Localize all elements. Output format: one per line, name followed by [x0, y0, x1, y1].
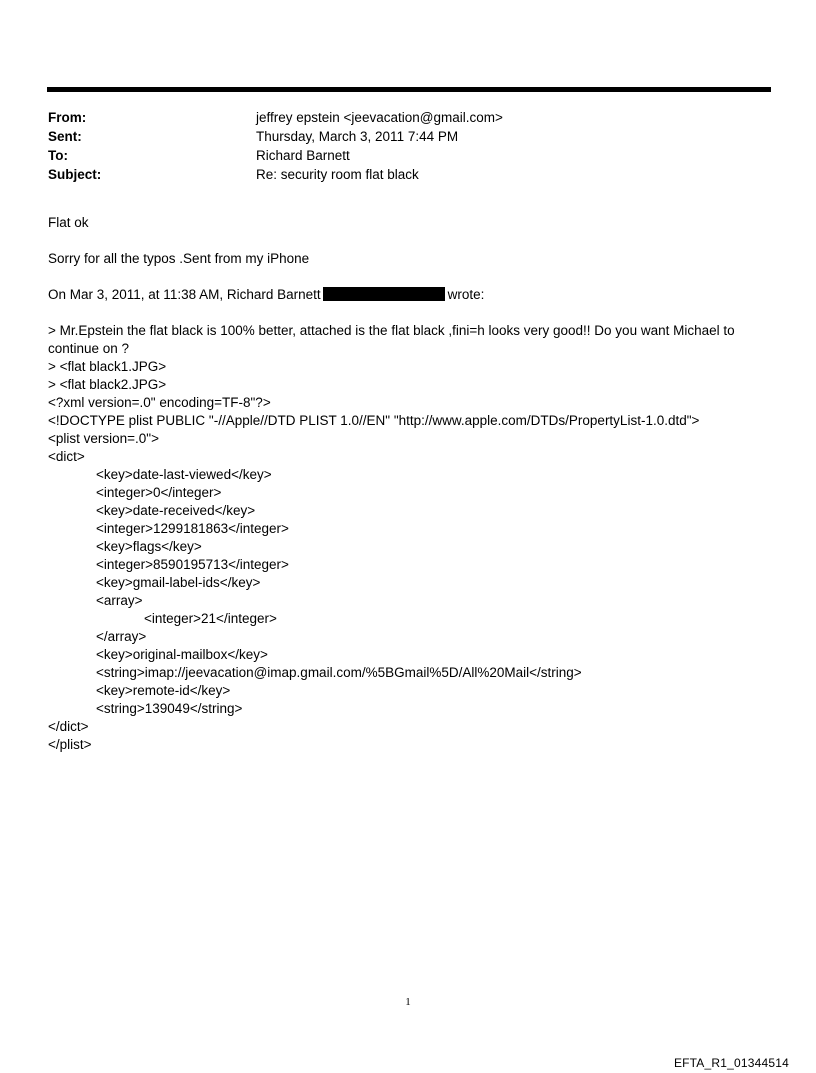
plist-line: <key>gmail-label-ids</key>: [96, 575, 261, 590]
plist-line: <?xml version=.0" encoding=TF-8"?>: [48, 395, 271, 410]
signature-text: Sorry for all the typos .Sent from my iPhone: [48, 251, 310, 266]
plist-line: <plist version=.0">: [48, 431, 159, 446]
document-id: EFTA_R1_01344514: [673, 1056, 789, 1070]
plist-line: <string>139049</string>: [96, 701, 243, 716]
quote-intro-wrote: wrote:: [447, 287, 485, 302]
quote-intro: [48, 286, 763, 304]
to-value: Richard Barnett: [256, 148, 350, 163]
plist-line: <integer>0</integer>: [96, 485, 222, 500]
plist-line: <string>imap://jeevacation@imap.gmail.com/%5BGmail%5D/All%20Mail</string>: [96, 665, 582, 680]
attachment-line: > <flat black1.JPG>: [48, 359, 167, 374]
quote-intro-text: On Mar 3, 2011, at 11:38 AM, Richard Barnett: [48, 287, 321, 302]
from-row: [48, 108, 768, 127]
plist-line: <array>: [96, 593, 143, 608]
subject-row: [48, 165, 768, 184]
sent-label: Sent:: [48, 129, 82, 144]
header-rule: [47, 87, 771, 92]
plist-line: <!DOCTYPE plist PUBLIC "-//Apple//DTD PLIST 1.0//EN" "http://www.apple.com/DTDs/PropertyList-1.0.dtd">: [48, 413, 700, 428]
plist-line: <key>original-mailbox</key>: [96, 647, 268, 662]
redaction-box: [323, 287, 445, 301]
plist-line: <key>remote-id</key>: [96, 683, 231, 698]
page-number: 1: [405, 996, 411, 1008]
attachment-line: > <flat black2.JPG>: [48, 377, 167, 392]
plist-line: </plist>: [48, 737, 92, 752]
plist-line: </dict>: [48, 719, 89, 734]
from-value: jeffrey epstein <jeevacation@gmail.com>: [256, 110, 503, 125]
plist-line: <key>date-last-viewed</key>: [96, 467, 272, 482]
to-label: To:: [48, 148, 68, 163]
subject-label: Subject:: [48, 167, 102, 182]
sent-row: [48, 127, 768, 146]
plist-line: <integer>21</integer>: [144, 611, 277, 626]
email-header: [48, 108, 768, 184]
subject-value: Re: security room flat black: [256, 167, 419, 182]
plist-line: <dict>: [48, 449, 85, 464]
plist-line: <key>flags</key>: [96, 539, 202, 554]
plist-line: </array>: [96, 629, 147, 644]
quoted-message: > Mr.Epstein the flat black is 100% better, attached is the flat black ,fini=h looks very good!! Do you want Michael to continue on ?: [48, 323, 735, 356]
from-label: From:: [48, 110, 87, 125]
reply-text: Flat ok: [48, 215, 89, 230]
plist-line: <integer>8590195713</integer>: [96, 557, 289, 572]
email-body: [48, 214, 763, 754]
to-row: [48, 146, 768, 165]
plist-line: <integer>1299181863</integer>: [96, 521, 289, 536]
sent-value: Thursday, March 3, 2011 7:44 PM: [256, 129, 459, 144]
plist-line: <key>date-received</key>: [96, 503, 256, 518]
